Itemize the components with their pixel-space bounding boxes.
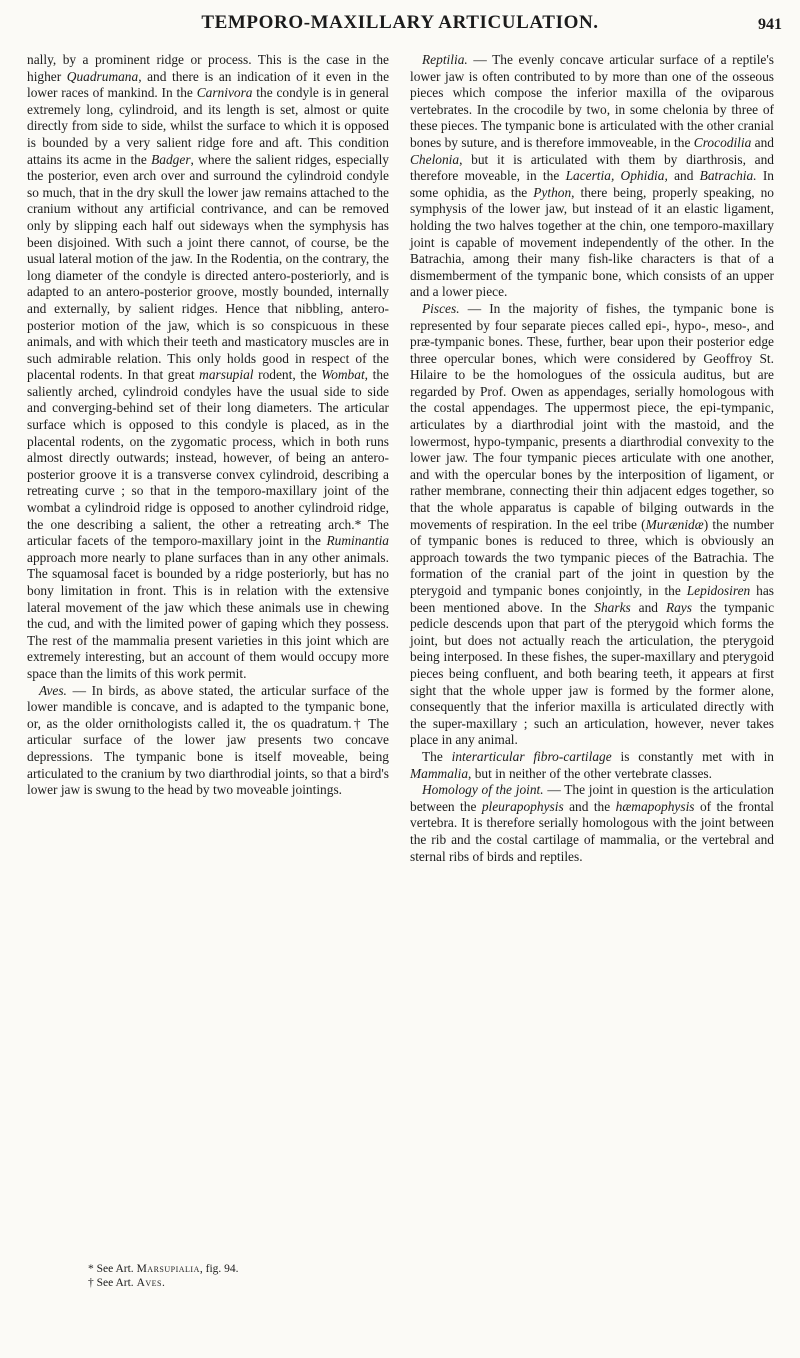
paragraph-carnivora-rodentia: nally, by a prominent ridge or process. This is the case in the higher Quadrumana, and there is an indication of it even in the lower races of mankind. In the Carnivora the condyle is in general extremely long, cylindroid, and its length is set, almost or quite directly from side to side, whilst the surface to which it is opposed is bounded by a very salient ridge fore and aft. This condition attains its acme in the Badger, where the salient ridges, especially the posterior, even arch over and surround the cylindroid condyle so much, that in the dry skull the lower jaw remains attached to the cranium without any artificial contrivance, and can be removed only by slipping each half out sideways when the symphysis has been disjoined. With such a joint there cannot, of course, be the usual lateral motion of the jaw. In the Rodentia, on the contrary, the long diameter of the condyle is directed antero-posteriorly, and is adapted to an antero-posterior groove, mostly bounded, internally and externally, by salient ridges. Hence that nibbling, antero-posterior motion of the jaw, which is so conspicuous in these animals, and with which their teeth and masticatory muscles are in such admirable relation. This only holds good in respect of the placental rodents. In that great marsupial rodent, the Wombat, the saliently arched, cylindroid condyles have the usual side to side and converging-behind set of their long diameters. The articular surface which is opposed to this condyle is placed, as in the placental rodents, on the zygomatic process, which in both runs almost directly outwards; instead, however, of being an antero-posterior groove it is a transverse convex cylindroid, describing a retreating curve ; so that in the temporo-maxillary joint of the wombat a cylindroid ridge is opposed to another cylindroid ridge, the one describing a salient, the other a retreating arch.* The articular facets of the temporo-maxillary joint in the Ruminantia approach more nearly to plane surfaces than in any other animals. The squamosal facet is bounded by a ridge posteriorly, but has no bony limitation in front. This is in relation with the extensive lateral movement of the jaw which these animals use in chewing the cud, and with the limited power of gaping which they possess. The rest of the mammalia present varieties in this joint which are extremely interesting, but an account of them would occupy more space than the limits of this work permit. (27, 52, 390, 681)
footnote-1: * See Art. Marsupialia, fig. 94. (88, 1263, 239, 1275)
section-heading-reptilia: Reptilia. (422, 52, 468, 67)
paragraph-reptilia: Reptilia. — The evenly concave articular surface of a reptile's lower jaw is often contributed to by more than one of the osseous pieces which compose the inferior maxilla of the oviparous vertebrates. In the crocodile by two, in some chelonia by three of these pieces. The tympanic bone is articulated with the other cranial bones by suture, and is therefore immoveable, in the Crocodilia and Chelonia, but it is articulated with them by diarthrosis, and therefore moveable, in the Lacertia, Ophidia, and Batrachia. In some ophidia, as the Python, there being, properly speaking, no symphysis of the lower jaw, but instead of it an elastic ligament, holding the two halves together at the chin, one temporo-maxillary joint is capable of movement independently of the other. In the Batrachia, among their many fish-like characters is that of a dismemberment of the tympanic bone, which consists of an upper and a lower piece. (410, 52, 774, 300)
footnotes (88, 1262, 239, 1290)
footnote-2: † See Art. Aves. (88, 1277, 165, 1289)
paragraph-homology: Homology of the joint. — The joint in question is the articulation between the pleurapophysis and the hæmapophysis of the frontal vertebra. It is therefore serially homologous with the joint between the rib and the costal cartilage of mammalia, or the vertebral and sternal ribs of birds and reptiles. (410, 782, 774, 864)
section-heading-pisces: Pisces. (422, 300, 460, 316)
running-title: TEMPORO-MAXILLARY ARTICULATION. (201, 12, 599, 33)
section-heading-homology: Homology of the joint. (422, 782, 544, 798)
right-column (410, 52, 774, 865)
section-heading-aves: Aves. (39, 682, 67, 698)
page-number: 941 (758, 16, 782, 33)
left-column (27, 52, 389, 799)
paragraph-pisces: Pisces. — In the majority of fishes, the tympanic bone is represented by four separate pieces called epi-, hypo-, meso-, and præ-tympanic bones. These, further, bear upon their posterior edge three opercular bones, which were considered by Geoffroy St. Hilaire to be the homologues of the ossicula auditus, but are regarded by Prof. Owen as appendages, serially homologous with the costal appendages. The uppermost piece, the epi-tympanic, articulates by a diarthrodial joint with the mastoid, and the lowermost, hypo-tympanic, presents a diarthrodial convexity to the lower jaw. The four tympanic pieces articulate with one another, and with the opercular bones by the interposition of ligament, or rather membrane, connecting their thin adjacent edges together, so that the whole apparatus is capable of bilging outwards in the movements of respiration. In the eel tribe (Murænidæ) the number of tympanic bones is reduced to three, which is obviously an approach towards the two tympanic pieces of the Batrachia. The formation of the cranial part of the joint in question by the pterygoid and tympanic bones conjointly, in the Lepidosiren has been mentioned above. In the Sharks and Rays the tympanic pedicle descends upon that part of the pterygoid which forms the joint, but does not actually reach the articulation, the pterygoid being interposed. In these fishes, the super-maxillary and pterygoid pieces being confluent, and both bearing teeth, it appears at first sight that the whole upper jaw is formed by the former alone, consequently that the inferior maxilla is articulated directly with the super-maxillary ; such an articulation, however, never takes place in any animal. (410, 300, 775, 748)
paragraph-aves: Aves. — In birds, as above stated, the articular surface of the lower mandible is concave, and is adapted to the tympanic bone, or, as the older ornithologists called it, the os quadratum.† The articular surface of the lower jaw presents two concave depressions. The tympanic bone is itself moveable, being articulated to the cranium by two diarthrodial joints, so that a bird's lower jaw is swung to the head by two moveable jointings. (27, 682, 389, 798)
paragraph-interarticular: The interarticular fibro-cartilage is constantly met with in Mammalia, but in neither of the other vertebrate classes. (410, 748, 774, 781)
